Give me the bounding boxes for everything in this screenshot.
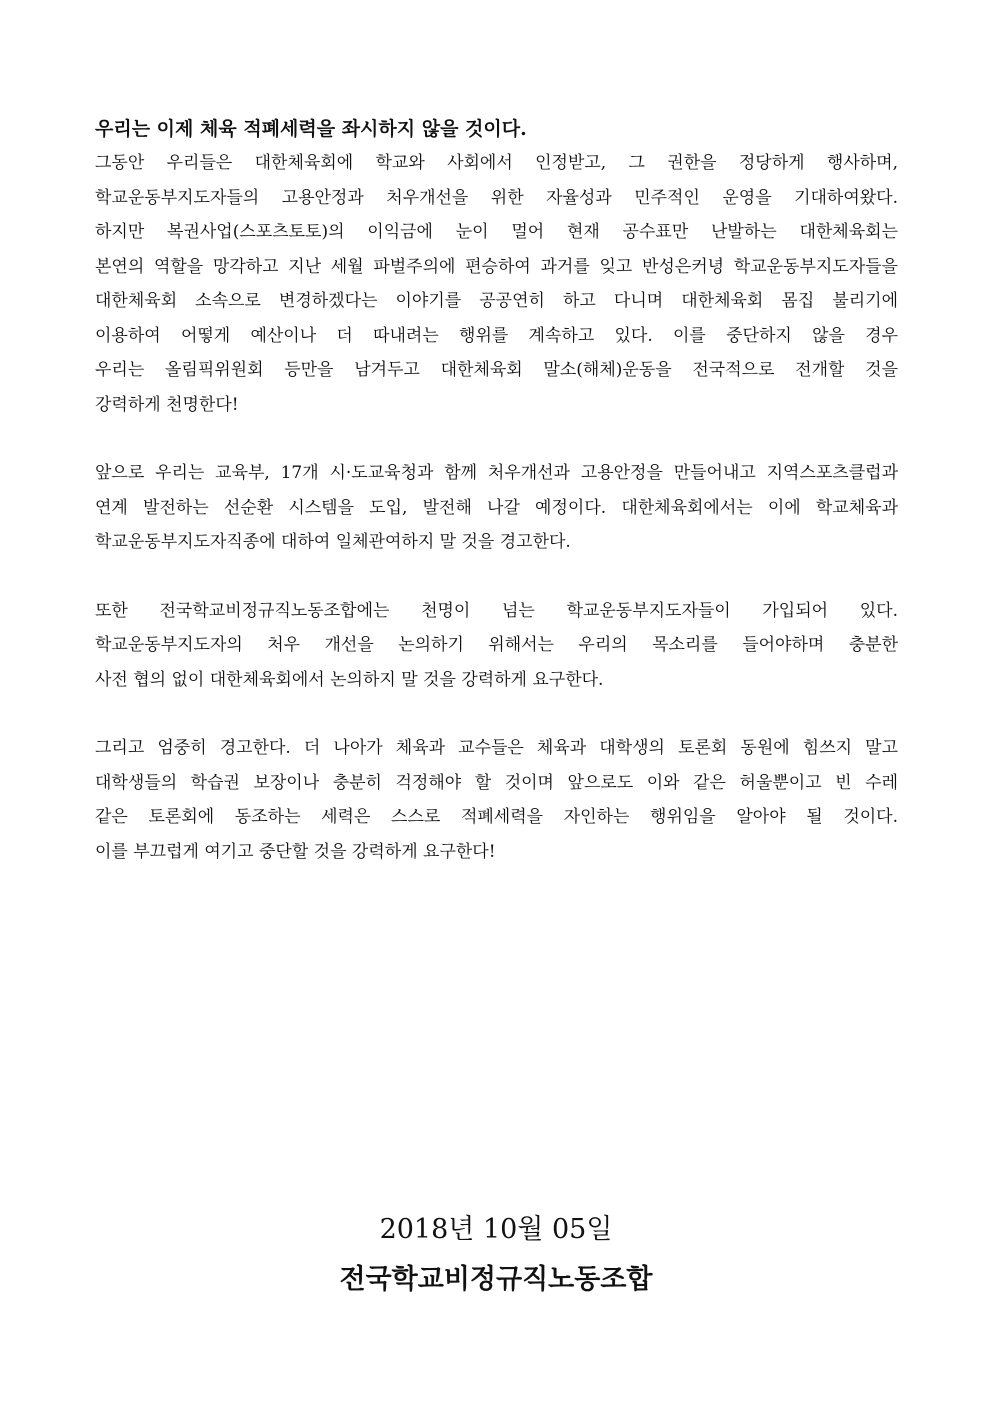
paragraph-line: 우리는 올림픽위원회 등만을 남겨두고 대한체육회 말소(해체)운동을 전국적으로 전개할 것을 xyxy=(95,360,898,380)
paragraph-line: 그리고 엄중히 경고한다. 더 나아가 체육과 교수들은 체육과 대학생의 토론회 동원에 힘쓰지 말고 xyxy=(95,738,898,758)
paragraph-line: 본연의 역할을 망각하고 지난 세월 파벌주의에 편승하여 과거를 잊고 반성은커녕 학교운동부지도자들을 xyxy=(95,256,898,277)
statement-heading: 우리는 이제 체육 적폐세력을 좌시하지 않을 것이다. xyxy=(95,118,527,140)
paragraph-line: 하지만 복권사업(스포츠토토)의 이익금에 눈이 멀어 현재 공수표만 난발하는 대한체육회는 xyxy=(95,222,898,242)
paragraph-spacer xyxy=(95,560,898,594)
paragraph-line: 사전 협의 없이 대한체육회에서 논의하지 말 것을 강력하게 요구한다. xyxy=(95,669,604,690)
paragraph-line: 대학생들의 학습권 보장이나 충분히 걱정해야 할 것이며 앞으로도 이와 같은 허울뿐이고 빈 수레 xyxy=(95,772,898,793)
paragraph-spacer xyxy=(95,697,898,731)
paragraph-line: 그동안 우리들은 대한체육회에 학교와 사회에서 인정받고, 그 권한을 정당하게 행사하며, xyxy=(95,153,898,173)
paragraph-line: 연계 발전하는 선순환 시스템을 도입, 발전해 나갈 예정이다. 대한체육회에서는 이에 학교체육과 xyxy=(95,497,898,518)
statement-body xyxy=(95,112,898,869)
paragraph-line: 강력하게 천명한다! xyxy=(95,394,239,415)
paragraph-line: 또한 전국학교비정규직노동조합에는 천명이 넘는 학교운동부지도자들이 가입되어 있다. xyxy=(95,600,898,621)
signature-organization: 전국학교비정규직노동조합 xyxy=(339,1264,653,1295)
paragraph-line: 이용하여 어떻게 예산이나 더 따내려는 행위를 계속하고 있다. 이를 중단하지 않을 경우 xyxy=(95,325,898,346)
paragraph-1 xyxy=(95,146,898,422)
paragraph-line: 앞으로 우리는 교육부, 17개 시·도교육청과 함께 처우개선과 고용안정을 만들어내고 지역스포츠클럽과 xyxy=(95,463,898,483)
paragraph-line: 이를 부끄럽게 여기고 중단할 것을 강력하게 요구한다! xyxy=(95,841,496,862)
paragraph-4 xyxy=(95,731,898,869)
paragraph-spacer xyxy=(95,422,898,456)
paragraph-line: 학교운동부지도자직종에 대하여 일체관여하지 말 것을 경고한다. xyxy=(95,532,571,552)
signature-date: 2018년 10월 05일 xyxy=(379,1214,613,1245)
paragraph-line: 학교운동부지도자의 처우 개선을 논의하기 위해서는 우리의 목소리를 들어야하며 충분한 xyxy=(95,635,898,655)
paragraph-line: 같은 토론회에 동조하는 세력은 스스로 적폐세력을 자인하는 행위임을 알아야 될 것이다. xyxy=(95,807,898,827)
paragraph-2 xyxy=(95,456,898,560)
paragraph-line: 대한체육회 소속으로 변경하겠다는 이야기를 공공연히 하고 다니며 대한체육회 몸집 불리기에 xyxy=(95,291,898,311)
paragraph-line: 학교운동부지도자들의 고용안정과 처우개선을 위한 자율성과 민주적인 운영을 기대하여왔다. xyxy=(95,187,898,208)
paragraph-3 xyxy=(95,594,898,698)
